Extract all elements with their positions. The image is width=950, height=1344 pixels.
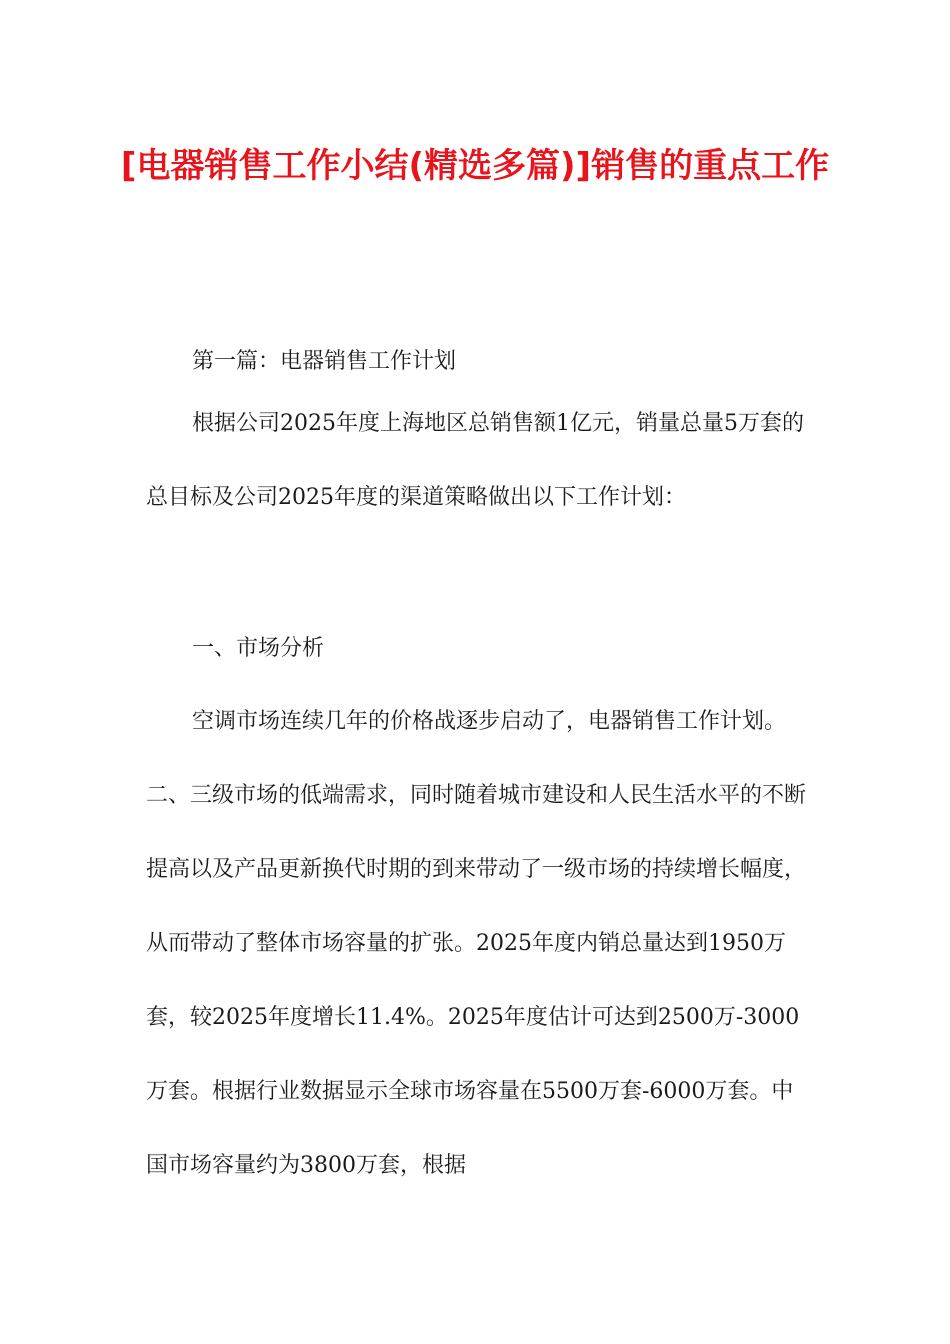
section-heading: 第一篇：电器销售工作计划 xyxy=(192,349,457,374)
heading-market-analysis: 一、市场分析 xyxy=(192,636,325,661)
paragraph-market-analysis: 空调市场连续几年的价格战逐步启动了，电器销售工作计划。二、三级市场的低端需求，同时随着城市建设和人民生活水平的不断提高以及产品更新换代时期的到来带动了一级市场的持续增长幅度，从而带动了整体市场容量的扩张。2025年度内销总量达到1950万套，较2025年度增长11.4%。2025年度估计可达到2500万-3000万套。根据行业数据显示全球市场容量在5500万套-6000万套。中国市场容量约为3800万套，根据 xyxy=(146,709,807,1178)
document-title: [电器销售工作小结(精选多篇)]销售的重点工作 xyxy=(120,146,830,186)
paragraph-sales-target: 根据公司2025年度上海地区总销售额1亿元，销量总量5万套的总目标及公司2025年度的渠道策略做出以下工作计划： xyxy=(146,411,804,510)
